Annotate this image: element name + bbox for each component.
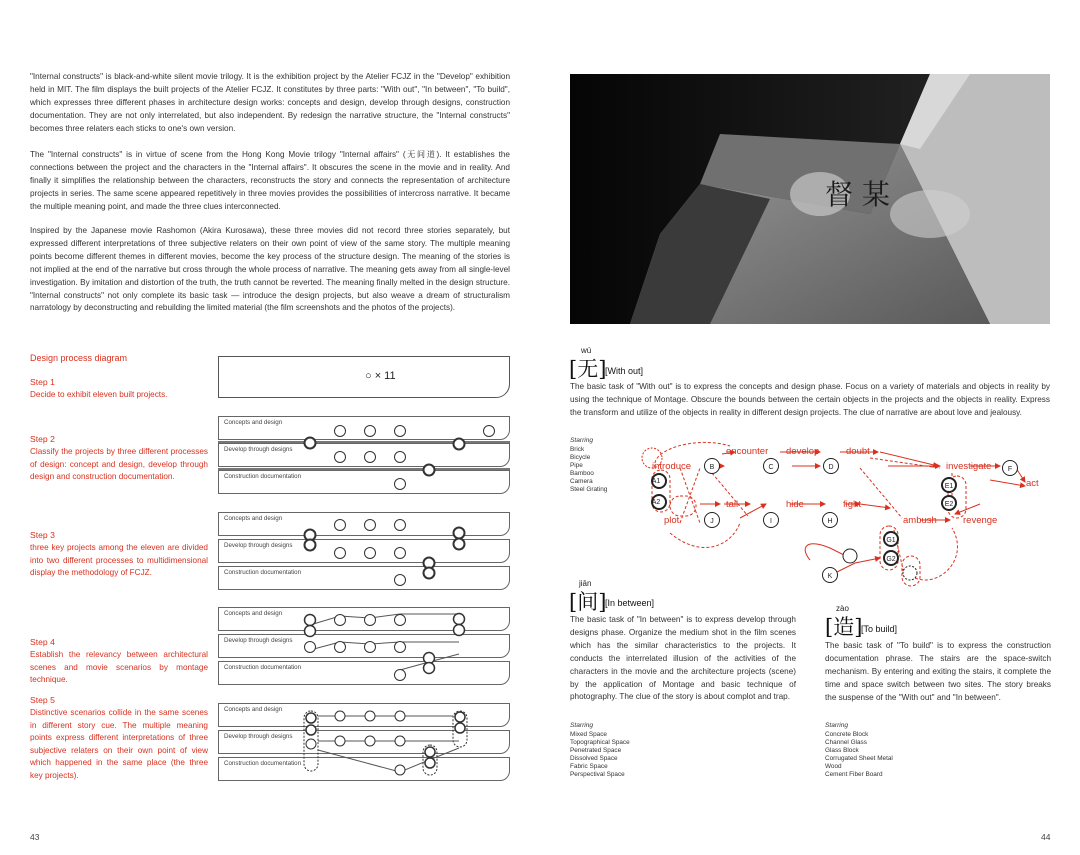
project-count: ○ × 11 (365, 370, 396, 382)
section-3-body: The basic task of "To build" is to express the construction documentation phrase. The stairs are the space-switch mechanism. By entering and exiting the stairs, it complete the time and space switch between two sites. The story breaks the suspense of the "With out" and "In between". (825, 641, 1051, 702)
page-number-right: 44 (1041, 832, 1051, 842)
row-label: Construction documentation (224, 569, 302, 576)
process-diagram-overlay (0, 0, 540, 800)
node-G1: G1 (886, 537, 896, 544)
word-encounter: encounter (726, 446, 769, 457)
section-1-hanzi-char: 无 (577, 357, 599, 381)
section-2-title: [In between] (605, 598, 655, 608)
row-label: Concepts and design (224, 706, 283, 713)
row-label: Construction documentation (224, 473, 302, 480)
node-A1: A1 (651, 478, 661, 485)
starring-item: Perspectival Space (570, 771, 625, 779)
step-4-title: Step 4 (30, 637, 55, 647)
section-1-title: [With out] (605, 366, 644, 376)
step-2-text: Classify the projects by three different processes of design: concept and design, develop through design and construction documentation. (30, 447, 208, 481)
intro-paragraph-1: "Internal constructs" is black-and-white silent movie trilogy. It is the exhibition project by the Atelier FCJZ in the "Develop" exhibition held in MIT. The film displays the built projects of the Atelier FCJZ. It constitutes by three parts: "With out", "In between", "To build", which expresses three different phases in architecture design works: concepts and design, develop through designs, construction documentation. They are not only interrelated, but also independent. By redesign the narrative structure, the "Internal constructs" becomes three relaters each sticks to one's own version. (30, 72, 510, 133)
diagram-title: Design process diagram (30, 353, 128, 363)
starring-item: Bicycle (570, 454, 591, 462)
row-label: Develop through designs (224, 542, 293, 549)
step-1-text: Decide to exhibit eleven built projects. (30, 390, 168, 399)
starring-item: Glass Block (825, 747, 859, 755)
row-label: Develop through designs (224, 733, 293, 740)
film-still-graphic (570, 74, 1050, 324)
section-3-hanzi: [造] (825, 615, 863, 639)
node-D: D (828, 464, 834, 471)
word-hide: hide (786, 499, 804, 510)
starring-item: Concrete Block (825, 731, 869, 738)
word-act: act (1026, 478, 1039, 489)
row-label: Construction documentation (224, 664, 302, 671)
word-investigate: investigate (946, 461, 992, 472)
word-tail: tail (726, 499, 739, 510)
narrative-network-diagram (640, 438, 1050, 588)
node-B: B (709, 464, 715, 471)
node-E2: E2 (944, 501, 954, 508)
word-revenge: revenge (963, 515, 998, 526)
node-K: K (827, 573, 833, 580)
step-5-title: Step 5 (30, 695, 55, 705)
row-label: Construction documentation (224, 760, 302, 767)
section-1-starring-label: Starring (570, 437, 594, 444)
starring-item: Topographical Space (570, 739, 630, 747)
row-label: Develop through designs (224, 446, 293, 453)
starring-item: Dissolved Space (570, 755, 618, 763)
step-3-text: three key projects among the eleven are divided into two different processes to multidimensional display the methodology of FCJZ. (30, 543, 208, 577)
node-C: C (768, 464, 774, 471)
section-1-body: The basic task of "With out" is to express the concepts and design phase. Focus on a variety of materials and objects in reality by using the technique of Montage. Obscure the bounds between the certain objects in the projects and the objects in reality. Express the transform and utilize of the objects in reality in different design projects. The clue of narrative are about love and jealousy. (570, 382, 1050, 417)
word-ambush: ambush (903, 515, 937, 526)
photo-caption-chars: 督 某 (825, 178, 890, 211)
step-5-text: Distinctive scenarios collide in the same scenes in different story cue. The multiple meaning points express different interpretations of three subjective relaters on their own point of view which happened in the same place (the three key projects). (30, 708, 208, 780)
section-1-pinyin: wú (581, 346, 592, 355)
section-1-hanzi: [无] (569, 357, 607, 381)
starring-item: Corrugated Sheet Metal (825, 755, 893, 763)
section-3-title: [To build] (861, 624, 898, 634)
starring-item: Penetrated Space (570, 747, 622, 755)
section-2-body: The basic task of "In between" is to express develop through designs phase. Organize the medium shot in the film scenes which has the similar characteristics to the projects. It conducts the interrelated illusion of the activities of the characters in the movie and the architecture projects (scene) by the application of Montage and basic technique of photography. The clue of the story is about complot and trap. (570, 615, 796, 702)
section-2-starring-list (570, 731, 630, 780)
section-3-starring-list (825, 731, 893, 780)
starring-item: Bamboo (570, 470, 594, 478)
starring-item: Cement Fiber Board (825, 771, 883, 779)
section-3-starring-label: Starring (825, 722, 849, 729)
starring-item: Pipe (570, 462, 583, 470)
intro-paragraph-3: Inspired by the Japanese movie Rashomon (Akira Kurosawa), these three movies did not record three stories separately, but expressed different interpretations of three subjective relaters on their own point of view of the same story. The multiple meaning points become different themes in different movies, become the key process of the structure design. The meaning of the stories is not implied at the end of the narrative but cross through the whole process of narrative. The meaning gets away from all single-level investigation. By imitation and distortion of the truth, the truth cannot be reverted. The meaning finally melted in the design structure. "Internal constructs" not only complete its basic task — introduce the design projects, but also weave a dream of structuralism narratology by deconstructing and rebuilding the limited material (the film screenshots and the photos of the projects). (30, 226, 510, 313)
node-H: H (827, 518, 833, 525)
word-plot: plot (664, 515, 680, 526)
step-1-title: Step 1 (30, 377, 55, 387)
word-introduce: introduce (652, 461, 692, 472)
section-2-hanzi-char: 间 (577, 590, 599, 614)
node-F: F (1007, 466, 1013, 473)
starring-item: Camera (570, 478, 593, 486)
film-still-photo (570, 74, 1050, 324)
word-doubt: doubt (846, 446, 870, 457)
intro-paragraph-2: The "Internal constructs" is in virtue of scene from the Hong Kong Movie trilogy "Internal affairs" (无间道). It establishes the connections between the project and the characters in the "Internal affairs". It obscures the scene in the movie and in reality. And finally it simplifies the relationship between the characters, reconstructs the story and connects the representation of architecture projects in series. The same scene appeared repetitively in three movies provides the possibilities of intercross narrative. It became the multiple meaning point, and made the three clues interconnected. (30, 150, 510, 211)
section-2-pinyin: jiān (579, 579, 592, 588)
step-2-title: Step 2 (30, 434, 55, 444)
row-label: Concepts and design (224, 419, 283, 426)
section-2-hanzi: [间] (569, 590, 607, 614)
starring-item: Mixed Space (570, 731, 607, 738)
row-label: Develop through designs (224, 637, 293, 644)
row-label: Concepts and design (224, 610, 283, 617)
node-I: I (770, 518, 772, 525)
starring-item: Channel Glass (825, 739, 867, 747)
step-3-title: Step 3 (30, 530, 55, 540)
starring-item: Steel Grating (570, 486, 608, 494)
section-3-pinyin: zào (836, 604, 849, 613)
section-2-starring-label: Starring (570, 722, 594, 729)
word-develop: develop (786, 446, 820, 457)
section-1-starring-list (570, 446, 607, 495)
starring-item: Fabric Space (570, 763, 608, 771)
node-A2: A2 (651, 499, 661, 506)
section-3-hanzi-char: 造 (833, 615, 855, 639)
step-4-text: Establish the relevancy between architectural scenes and movie scenarios by montage technique. (30, 650, 208, 684)
word-fight: fight (843, 499, 861, 510)
starring-item: Wood (825, 763, 842, 771)
node-J: J (710, 518, 714, 525)
starring-item: Brick (570, 446, 585, 453)
page-number-left: 43 (30, 832, 40, 842)
row-label: Concepts and design (224, 515, 283, 522)
node-G2: G2 (886, 556, 896, 563)
node-E1: E1 (944, 483, 954, 490)
